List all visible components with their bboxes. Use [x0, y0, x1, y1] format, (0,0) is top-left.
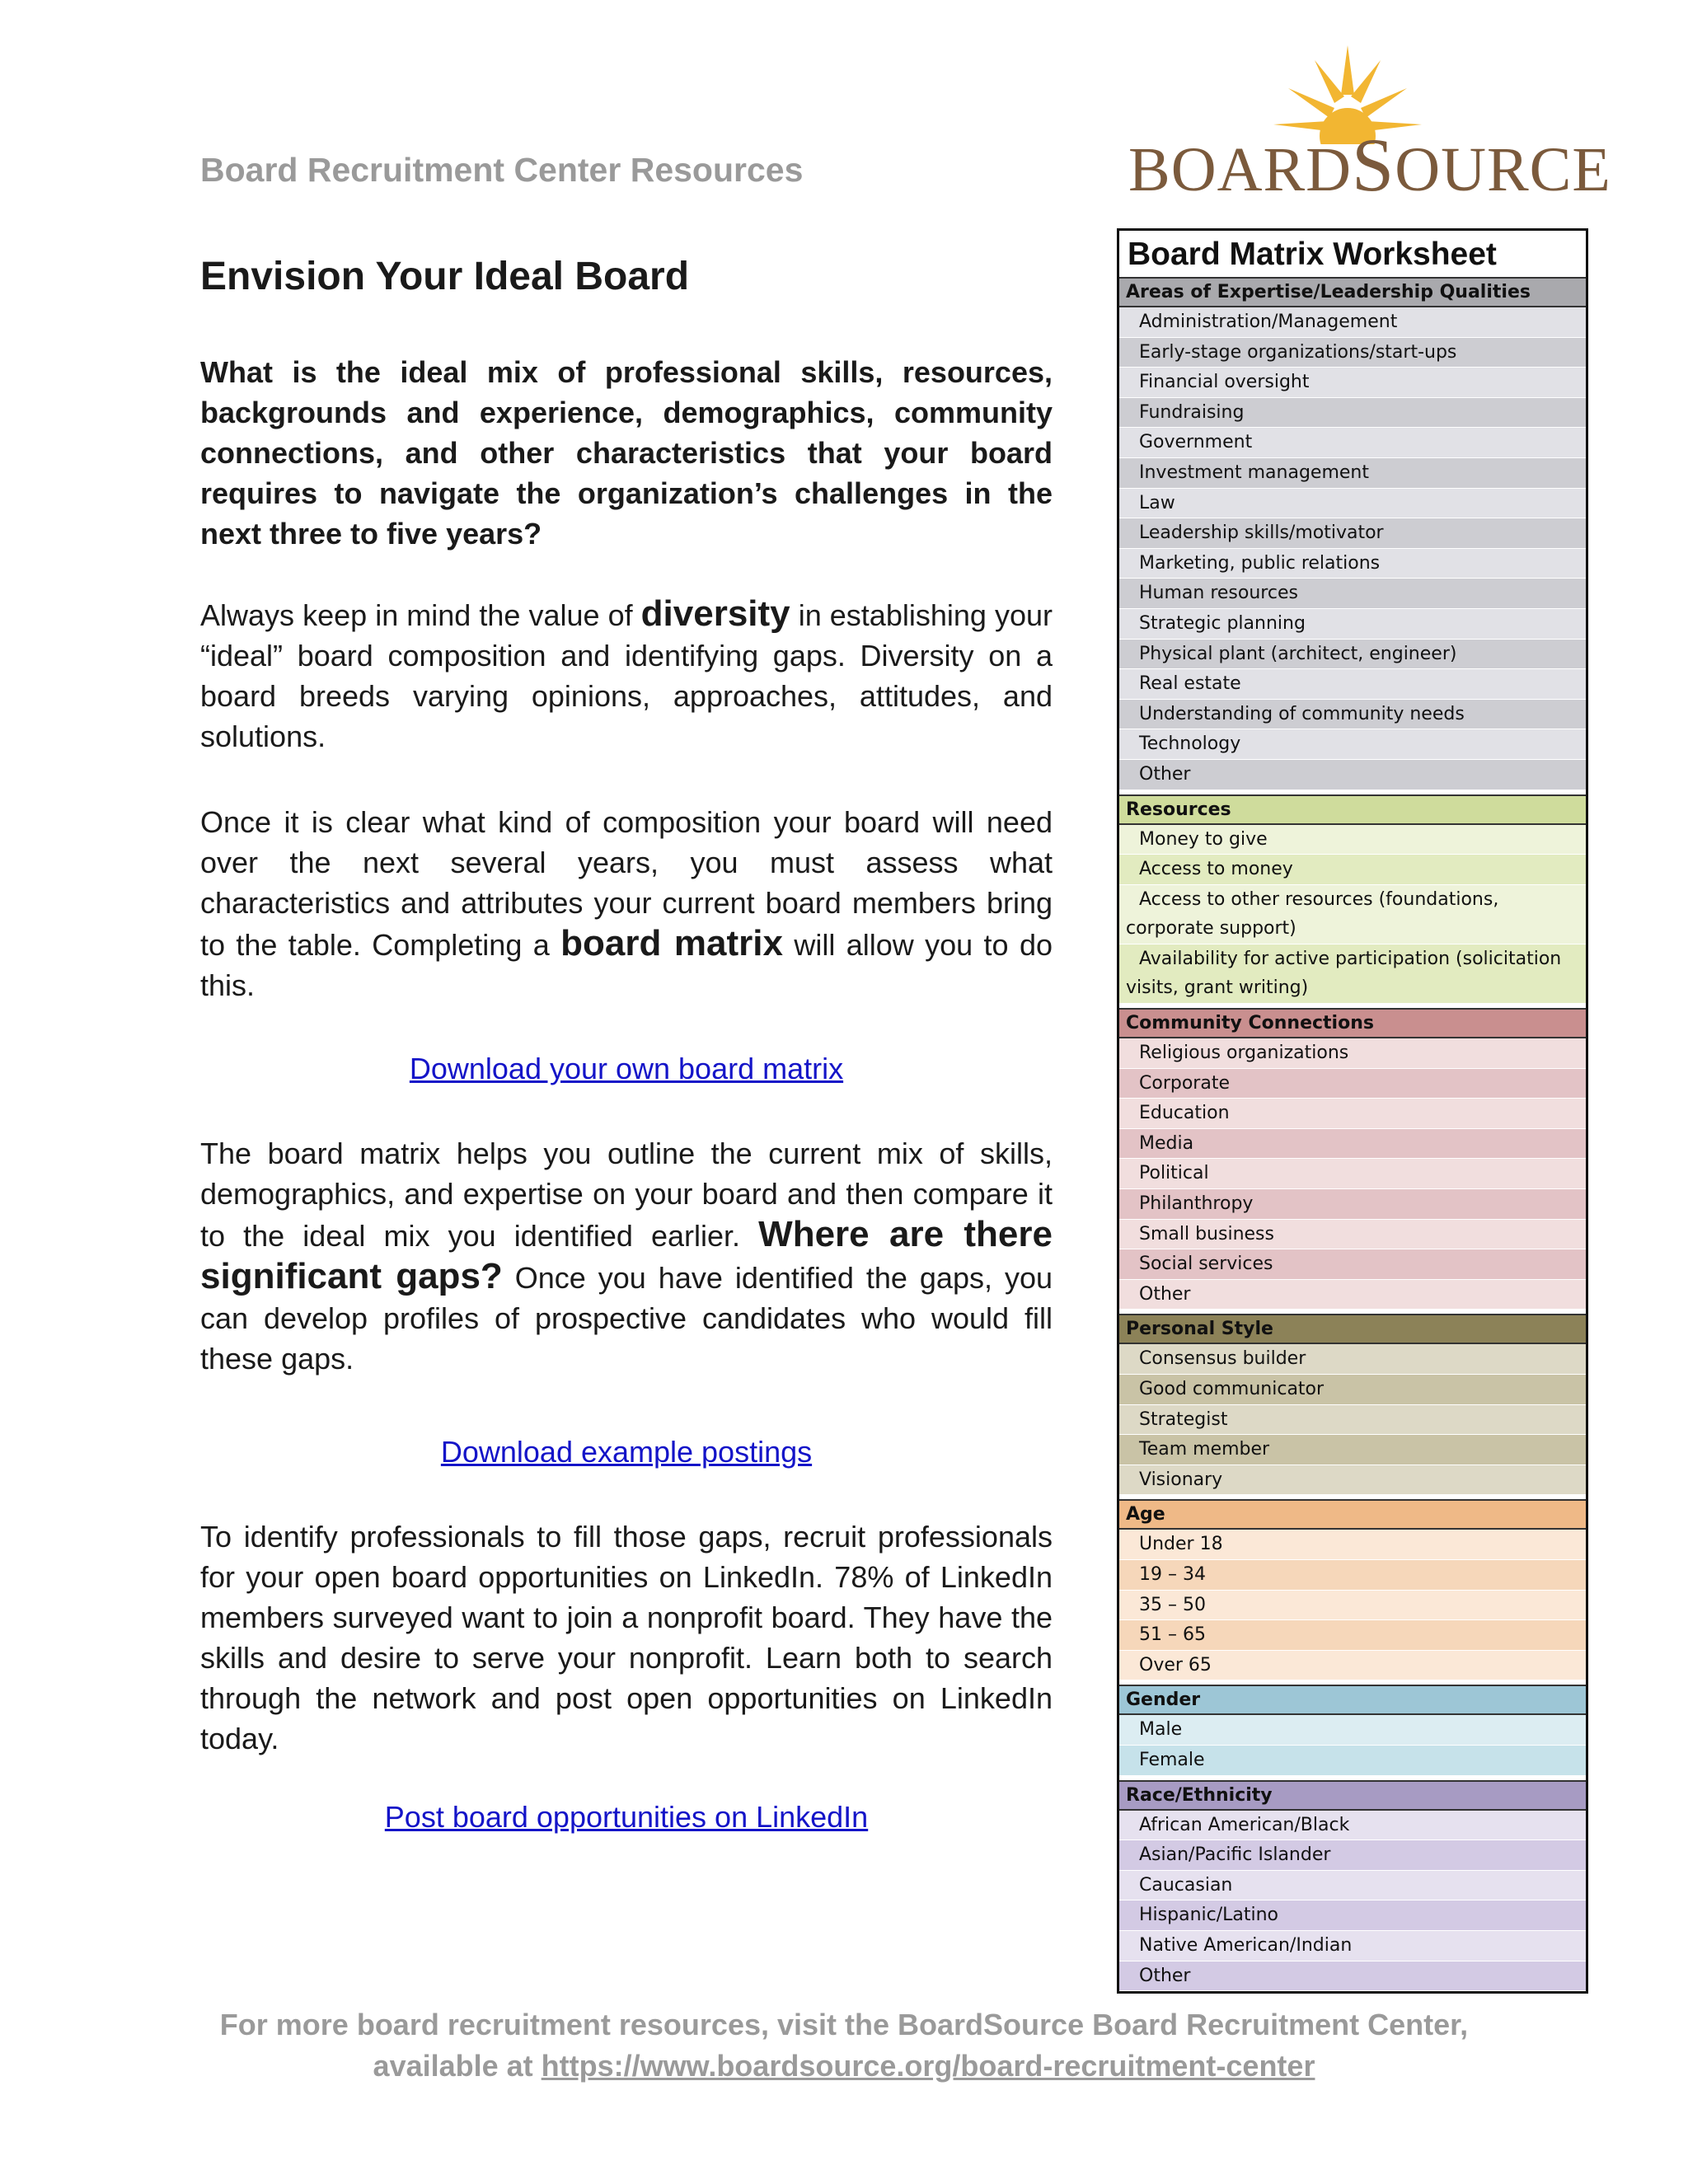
question-block — [200, 352, 1053, 554]
worksheet-row: Native American/Indian — [1119, 1931, 1586, 1961]
worksheet-row: Over 65 — [1119, 1651, 1586, 1681]
worksheet-row: Administration/Management — [1119, 307, 1586, 338]
worksheet-row: Visionary — [1119, 1465, 1586, 1496]
worksheet-title: Board Matrix Worksheet — [1128, 237, 1497, 272]
worksheet-row: Corporate — [1119, 1069, 1586, 1099]
p4-text: To identify professionals to fill those gaps, recruit professionals for your open board opportunities on LinkedIn. 78% of LinkedIn members surveyed want to join a nonprofit board. They have the skills and desire to serve your nonprofit. Learn both to search through the network and post open opportunities on LinkedIn today. — [200, 1520, 1053, 1755]
worksheet-section-heading: Gender — [1119, 1685, 1586, 1715]
worksheet-row: Physical plant (architect, engineer) — [1119, 640, 1586, 670]
p2-emphasis-board-matrix: board matrix — [560, 923, 783, 963]
worksheet-row: Small business — [1119, 1220, 1586, 1250]
worksheet-row: Law — [1119, 489, 1586, 519]
worksheet-section-heading: Community Connections — [1119, 1008, 1586, 1038]
p3-text-a: The board matrix helps you outline the current mix of skills, demographics, and expertise on your board and then compare it to the ideal mix you identified earlier. — [200, 1137, 1053, 1253]
worksheet-row: Good communicator — [1119, 1375, 1586, 1405]
footer-line-1: For more board recruitment resources, visit the BoardSource Board Recruitment Center, — [219, 2008, 1469, 2041]
worksheet-row: Media — [1119, 1129, 1586, 1160]
p1-emphasis-diversity: diversity — [640, 593, 790, 634]
footer-url-link[interactable]: https://www.boardsource.org/board-recruitment-center — [541, 2049, 1315, 2083]
worksheet-section-heading: Race/Ethnicity — [1119, 1780, 1586, 1811]
diversity-paragraph — [200, 593, 1053, 757]
worksheet-row: Fundraising — [1119, 398, 1586, 429]
worksheet-row: 35 – 50 — [1119, 1591, 1586, 1621]
worksheet-row: 19 – 34 — [1119, 1560, 1586, 1591]
worksheet-row: Leadership skills/motivator — [1119, 518, 1586, 549]
worksheet-row: Religious organizations — [1119, 1038, 1586, 1069]
worksheet-body — [1119, 277, 1586, 1991]
logo-text-board: BOARD — [1128, 135, 1353, 204]
worksheet-row: Investment management — [1119, 458, 1586, 489]
worksheet-row: 51 – 65 — [1119, 1620, 1586, 1651]
worksheet-section-heading: Resources — [1119, 794, 1586, 825]
worksheet-row: Asian/Pacific Islander — [1119, 1840, 1586, 1871]
worksheet-row: Access to money — [1119, 855, 1586, 885]
worksheet-row: Technology — [1119, 729, 1586, 760]
download-board-matrix-link[interactable]: Download your own board matrix — [409, 1052, 844, 1085]
post-linkedin-link[interactable]: Post board opportunities on LinkedIn — [384, 1800, 869, 1834]
worksheet-row: Consensus builder — [1119, 1344, 1586, 1375]
worksheet-row: Marketing, public relations — [1119, 549, 1586, 579]
linkedin-paragraph — [200, 1516, 1053, 1759]
worksheet-row: Caucasian — [1119, 1871, 1586, 1901]
page-title: Envision Your Ideal Board — [200, 255, 690, 298]
link-row-board-matrix — [200, 1052, 1053, 1086]
download-example-postings-link[interactable]: Download example postings — [440, 1435, 813, 1469]
worksheet-section-heading: Areas of Expertise/Leadership Qualities — [1119, 277, 1586, 307]
header-label: Board Recruitment Center Resources — [200, 151, 804, 189]
worksheet-row: Under 18 — [1119, 1530, 1586, 1560]
link-row-linkedin — [200, 1800, 1053, 1835]
ideal-mix-question: What is the ideal mix of professional skills, resources, backgrounds and experience, demographics, community connections, and other characteristics that your board requires to navigate the organization’s challenges in the next three to five years? — [200, 355, 1053, 551]
worksheet-row: Other — [1119, 760, 1586, 790]
boardsource-logo — [1125, 45, 1611, 207]
logo-text-cap: S — [1352, 123, 1395, 207]
worksheet-row: Social services — [1119, 1249, 1586, 1280]
p1-text-c: in establishing your “ideal” board composition and identifying gaps. Diversity on a board breeds varying opinions, approaches, attitudes, and solutions. — [200, 598, 1053, 753]
board-matrix-worksheet — [1117, 228, 1588, 1994]
worksheet-row: Other — [1119, 1280, 1586, 1310]
worksheet-row: Understanding of community needs — [1119, 700, 1586, 730]
p2-text-c: will allow you to do this. — [200, 928, 1053, 1002]
worksheet-row: Access to other resources (foundations, corporate support) — [1119, 885, 1586, 944]
worksheet-row: Strategist — [1119, 1405, 1586, 1436]
worksheet-row: Availability for active participation (solicitation visits, grant writing) — [1119, 944, 1586, 1004]
worksheet-row: Hispanic/Latino — [1119, 1900, 1586, 1931]
worksheet-section-heading: Personal Style — [1119, 1314, 1586, 1344]
gaps-paragraph — [200, 1133, 1053, 1379]
p3-text-c: Once you have identified the gaps, you can develop profiles of prospective candidates who would fill these gaps. — [200, 1261, 1053, 1376]
worksheet-row: Male — [1119, 1715, 1586, 1746]
worksheet-section-heading: Age — [1119, 1499, 1586, 1530]
worksheet-row: Government — [1119, 428, 1586, 458]
worksheet-row: Early-stage organizations/start-ups — [1119, 338, 1586, 368]
worksheet-row: Political — [1119, 1159, 1586, 1189]
link-row-example-postings — [200, 1435, 1053, 1469]
p3-emphasis-gaps: Where are there significant gaps? — [200, 1214, 1053, 1296]
worksheet-row: Human resources — [1119, 579, 1586, 609]
footer — [0, 2004, 1688, 2087]
worksheet-row: Other — [1119, 1961, 1586, 1992]
logo-text-ource: OURCE — [1395, 135, 1611, 204]
p2-text-a: Once it is clear what kind of composition your board will need over the next several years, you must assess what characteristics and attributes your current board members bring to the table. Completing a — [200, 805, 1053, 962]
worksheet-row: Education — [1119, 1099, 1586, 1129]
composition-paragraph — [200, 802, 1053, 1005]
worksheet-row: African American/Black — [1119, 1811, 1586, 1841]
worksheet-row: Strategic planning — [1119, 609, 1586, 640]
worksheet-row: Financial oversight — [1119, 368, 1586, 398]
worksheet-row: Female — [1119, 1746, 1586, 1776]
worksheet-row: Real estate — [1119, 669, 1586, 700]
worksheet-row: Philanthropy — [1119, 1189, 1586, 1220]
p1-text-a: Always keep in mind the value of — [200, 598, 641, 632]
footer-line-2-prefix: available at — [373, 2049, 542, 2083]
worksheet-row: Money to give — [1119, 825, 1586, 855]
worksheet-row: Team member — [1119, 1435, 1586, 1465]
